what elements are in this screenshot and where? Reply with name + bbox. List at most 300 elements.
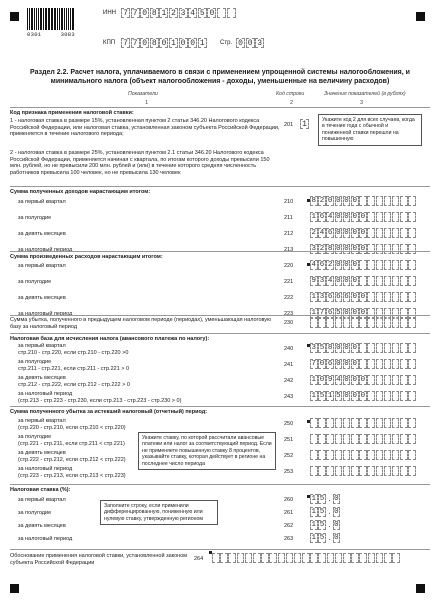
digit-cell (376, 466, 384, 476)
digit-cell (392, 418, 400, 428)
digit-cell (343, 434, 351, 444)
digit-cell (400, 359, 408, 369)
column-number-2: 2 (290, 100, 294, 106)
marker-dot (307, 495, 310, 498)
row-label: за первый квартал стр.210 - стр.220, если стр.210 - стр.220 >0 (18, 343, 129, 356)
rate-field-260[interactable] (310, 494, 341, 504)
digit-cell: 5 (319, 344, 325, 352)
page-number-field[interactable] (236, 38, 265, 48)
digit-cell (408, 343, 416, 353)
expenses-heading: Сумма произведенных расходов нарастающим итогом: (10, 254, 163, 260)
barcode-bar (51, 8, 52, 30)
digit-cell (327, 553, 335, 563)
corner-marker-top-right (416, 12, 425, 21)
line-code: 252 (284, 453, 294, 459)
digit-cell: 0 (352, 344, 357, 352)
digit-cell (408, 276, 416, 286)
losses-heading: Сумма полученного убытка за истекший налоговый (отчетный) период: (10, 409, 208, 415)
header-divider (10, 107, 430, 108)
line-code-201: 201 (284, 122, 294, 128)
digit-cell (392, 292, 400, 302)
digit-cell (367, 228, 375, 238)
digit-cell (384, 450, 392, 460)
digit-cell (227, 8, 236, 18)
corner-marker-top-left (10, 12, 19, 21)
digit-cell (400, 391, 408, 401)
digit-cell: 6 (327, 293, 333, 301)
digit-cell: 0 (336, 245, 341, 253)
digit-cell (408, 228, 416, 238)
divider-justification (10, 549, 430, 550)
digit-cell (384, 418, 392, 428)
marker-dot (307, 199, 310, 202)
digit-cell: 0 (344, 197, 349, 205)
digit-cell (302, 553, 310, 563)
digit-cell (343, 318, 351, 328)
digit-cell: 1 (327, 392, 333, 400)
digit-cell (376, 553, 384, 563)
digit-cell (310, 553, 318, 563)
barcode (27, 8, 75, 30)
justification-field[interactable] (212, 553, 400, 563)
digit-cell (326, 418, 334, 428)
digit-cell (392, 244, 400, 254)
value-field-212[interactable] (310, 228, 416, 238)
digit-cell: 0 (327, 197, 333, 205)
page-label: Стр. (220, 40, 233, 46)
marker-dot (307, 344, 310, 347)
digit-cell (400, 318, 408, 328)
barcode-bar (29, 8, 30, 30)
digit-cell (400, 244, 408, 254)
digit-cell (343, 418, 351, 428)
rate-field-263[interactable] (310, 533, 341, 543)
barcode-bar (55, 8, 56, 30)
digit-cell (392, 450, 400, 460)
digit-cell (310, 318, 318, 328)
digit-cell: 6 (327, 309, 333, 317)
divider-prev-losses (10, 315, 430, 316)
digit-cell (392, 308, 400, 318)
digit-cell (367, 212, 375, 222)
digit-cell: 0 (352, 261, 357, 269)
column-header-indicators: Показатели (128, 91, 158, 97)
digit-cell: 6 (344, 293, 349, 301)
line-code-264: 264 (194, 556, 204, 562)
digit-cell: 0 (344, 360, 349, 368)
barcode-bar (59, 8, 60, 30)
prev-losses-label: Сумма убытка, полученного в предыдущем налоговом периоде (периодах), уменьшающая налоговую базу за налоговый период (10, 317, 272, 330)
digit-cell (335, 418, 343, 428)
line-code: 262 (284, 523, 294, 529)
digit-cell: 0 (179, 38, 188, 48)
value-field-222[interactable] (310, 292, 416, 302)
digit-cell: 0 (360, 293, 366, 301)
value-field-210[interactable] (310, 196, 416, 206)
digit-cell: 4 (319, 229, 325, 237)
digit-cell (392, 359, 400, 369)
digit-cell (269, 553, 277, 563)
digit-cell: 0 (336, 360, 341, 368)
digit-cell (318, 418, 326, 428)
digit-cell: 1 (311, 376, 317, 384)
inn-label: ИНН (103, 10, 116, 16)
digit-cell (310, 418, 318, 428)
digit-cell (392, 260, 400, 270)
digit-cell (384, 260, 392, 270)
digit-cell (376, 308, 384, 318)
digit-cell: 2 (319, 197, 325, 205)
row-label: за полугодие (18, 279, 52, 285)
digit-cell (384, 276, 392, 286)
rate-field-262[interactable] (310, 520, 341, 530)
digit-cell (278, 553, 286, 563)
digit-cell (384, 466, 392, 476)
digit-cell: 3 (255, 38, 264, 48)
value-field-240[interactable] (310, 343, 416, 353)
digit-cell: 9 (311, 277, 317, 285)
rates-heading: Налоговая ставка (%): (10, 487, 71, 493)
digit-cell: 8 (327, 344, 333, 352)
digit-cell (318, 434, 326, 444)
barcode-bar (36, 8, 38, 30)
barcode-bar (45, 8, 46, 30)
digit-cell (392, 434, 400, 444)
digit-cell (326, 450, 334, 460)
digit-cell: 0 (336, 229, 341, 237)
digit-cell: 7 (131, 38, 140, 48)
row-label: за полугодие (18, 215, 52, 221)
digit-cell: 5 (319, 495, 325, 503)
digit-cell (359, 260, 367, 270)
digit-cell (408, 450, 416, 460)
digit-cell (400, 375, 408, 385)
digit-cell: 0 (334, 495, 339, 503)
line-code: 241 (284, 362, 294, 368)
line-code: 221 (284, 279, 294, 285)
digit-cell (392, 391, 400, 401)
digit-cell (376, 343, 384, 353)
note-rate-code: Укажите код 2 для всех случаев, когда в течение года с обычной и пониженной ставки перешли на повышенную (318, 114, 422, 146)
barcode-bar (72, 8, 73, 30)
digit-cell (408, 292, 416, 302)
digit-cell (351, 418, 359, 428)
digit-cell: 6 (327, 229, 333, 237)
digit-cell: 2 (169, 8, 178, 18)
digit-cell (392, 466, 400, 476)
digit-cell: 3 (311, 344, 317, 352)
barcode-bar (70, 8, 71, 30)
digit-cell (376, 276, 384, 286)
digit-cell (367, 244, 375, 254)
inn-field[interactable] (121, 8, 236, 18)
digit-cell (359, 466, 367, 476)
digit-cell (376, 228, 384, 238)
digit-cell (335, 553, 343, 563)
digit-cell: 1 (311, 534, 317, 542)
prev-losses-field[interactable] (310, 318, 416, 328)
digit-cell (384, 359, 392, 369)
divider-income (10, 186, 430, 187)
digit-cell: 3 (179, 8, 188, 18)
line-code: 243 (284, 394, 294, 400)
digit-cell (351, 450, 359, 460)
value-field-213[interactable] (310, 244, 416, 254)
digit-cell: 7 (319, 309, 325, 317)
row-formula: (стр.213 - стр.223 - стр.230, если стр.213 - стр.223 - стр.230 > 0) (18, 397, 182, 404)
digit-cell (367, 196, 375, 206)
digit-cell: 4 (327, 213, 333, 221)
income-heading: Сумма полученных доходов нарастающим итогом: (10, 189, 151, 195)
digit-cell (392, 276, 400, 286)
digit-cell (376, 212, 384, 222)
line-code: 211 (284, 215, 293, 221)
line-code: 260 (284, 497, 294, 503)
digit-cell (376, 434, 384, 444)
digit-cell: 0 (344, 277, 349, 285)
digit-cell (376, 196, 384, 206)
digit-cell: 0 (140, 8, 149, 18)
digit-cell: 2 (327, 261, 333, 269)
digit-cell: 1 (311, 495, 317, 503)
digit-cell (359, 196, 367, 206)
digit-cell (400, 466, 408, 476)
row-label: за полугодие (стр.221 - стр.211, если стр.211 < стр.221) (18, 434, 125, 447)
row-label: за девять месяцев (18, 523, 66, 529)
corner-marker-bottom-right (416, 584, 425, 593)
digit-cell: 5 (319, 521, 325, 529)
digit-cell (392, 318, 400, 328)
digit-cell (351, 318, 359, 328)
line-code: 223 (284, 311, 294, 317)
digit-cell (408, 418, 416, 428)
digit-cell (384, 228, 392, 238)
digit-cell: 7 (121, 38, 130, 48)
digit-cell (408, 359, 416, 369)
digit-cell: 6 (336, 293, 341, 301)
digit-cell (310, 466, 318, 476)
line-code: 251 (284, 437, 294, 443)
row-formula: стр.211 - стр.221, если стр.211 - стр.221 > 0 (18, 365, 130, 372)
digit-cell (400, 212, 408, 222)
digit-cell: 0 (352, 229, 357, 237)
digit-cell (384, 212, 392, 222)
digit-cell (367, 260, 375, 270)
row-label: за налоговый период (18, 247, 73, 253)
value-field-243[interactable] (310, 391, 416, 401)
digit-cell: 0 (336, 197, 341, 205)
digit-cell: 5 (198, 8, 207, 18)
digit-cell (400, 292, 408, 302)
row-label: за первый квартал (стр.220 - стр.210, если стр.210 < стр.220) (18, 418, 126, 431)
digit-cell: 8 (150, 38, 159, 48)
barcode-bar (32, 8, 33, 30)
decimal-point: . (328, 520, 331, 529)
digit-cell: 0 (360, 392, 366, 400)
value-field-221[interactable] (310, 276, 416, 286)
digit-cell (384, 553, 392, 563)
digit-cell: 0 (334, 521, 339, 529)
marker-dot (307, 263, 310, 266)
digit-cell (326, 434, 334, 444)
value-field-220[interactable] (310, 260, 416, 270)
digit-cell (392, 228, 400, 238)
digit-cell (294, 553, 302, 563)
digit-cell (318, 553, 326, 563)
value-field-242[interactable] (310, 375, 416, 385)
line-code: 210 (284, 199, 294, 205)
digit-cell (376, 260, 384, 270)
digit-cell: 3 (311, 245, 317, 253)
digit-cell (237, 553, 245, 563)
row-label: за полугодие (18, 510, 52, 516)
barcode-bar (27, 8, 28, 30)
digit-cell: 1 (311, 521, 317, 529)
digit-cell (343, 450, 351, 460)
digit-cell (392, 375, 400, 385)
divider-tax-base (10, 333, 430, 334)
rate-code-option-1: 1 - налоговая ставка в размере 15%, установленная пунктом 2 статьи 346.20 Налогового кодекса Российской Федерации, или налоговая ставка, установленная законом субъекта Российской Федерации, применяется в течение налогового периода; (10, 118, 280, 138)
digit-cell (326, 466, 334, 476)
line-code: 253 (284, 469, 294, 475)
row-label: за первый квартал (18, 263, 66, 269)
digit-cell: 0 (352, 392, 357, 400)
digit-cell: 4 (336, 376, 341, 384)
digit-cell (400, 308, 408, 318)
value-field-250[interactable] (310, 418, 416, 428)
barcode-bar (64, 8, 66, 30)
digit-cell (220, 553, 228, 563)
digit-cell (408, 212, 416, 222)
digit-cell (384, 292, 392, 302)
row-formula: (стр.223 - стр.213, если стр.213 < стр.223) (18, 472, 126, 479)
digit-cell (310, 434, 318, 444)
digit-cell: 0 (334, 534, 339, 542)
digit-cell (318, 450, 326, 460)
digit-cell: 5 (319, 392, 325, 400)
digit-cell (253, 553, 261, 563)
digit-cell (384, 375, 392, 385)
digit-cell (400, 343, 408, 353)
digit-cell (359, 276, 367, 286)
digit-cell (384, 318, 392, 328)
digit-cell: 0 (352, 376, 357, 384)
digit-cell: 0 (140, 38, 149, 48)
digit-cell (318, 466, 326, 476)
digit-cell: 4 (327, 277, 333, 285)
digit-cell: 0 (207, 8, 216, 18)
digit-cell: 1 (311, 293, 317, 301)
digit-cell (367, 466, 375, 476)
decimal-point: . (328, 533, 331, 542)
kpp-label: КПП (103, 40, 116, 46)
digit-cell (212, 553, 220, 563)
digit-cell (376, 318, 384, 328)
digit-cell (286, 553, 294, 563)
value-field-241[interactable] (310, 359, 416, 369)
digit-cell: 4 (188, 8, 197, 18)
row-label: за налоговый период (18, 536, 73, 542)
digit-cell (392, 343, 400, 353)
digit-cell: 0 (352, 309, 357, 317)
digit-cell (318, 318, 326, 328)
digit-cell: 0 (352, 360, 357, 368)
digit-cell (376, 244, 384, 254)
digit-cell (376, 359, 384, 369)
row-label: за девять месяцев (стр.222 - стр.212, если стр.212 < стр.222) (18, 450, 126, 463)
line-code: 213 (284, 247, 294, 253)
value-field-211[interactable] (310, 212, 416, 222)
value-field-252[interactable] (310, 450, 416, 460)
digit-cell: 1 (198, 38, 207, 48)
digit-cell (359, 418, 367, 428)
digit-cell (408, 434, 416, 444)
row-formula: (стр.221 - стр.211, если стр.211 < стр.221) (18, 440, 125, 447)
digit-cell (228, 553, 236, 563)
kpp-field[interactable] (121, 38, 207, 48)
row-formula: стр.210 - стр.220, если стр.210 - стр.220 >0 (18, 349, 129, 356)
digit-cell (400, 450, 408, 460)
digit-cell: 6 (319, 213, 325, 221)
digit-cell (343, 553, 351, 563)
barcode-bar (34, 8, 35, 30)
digit-cell: 0 (360, 213, 366, 221)
digit-cell: 0 (344, 309, 349, 317)
digit-cell (408, 375, 416, 385)
row-formula: стр.212 - стр.222, если стр.212 - стр.222 > 0 (18, 381, 130, 388)
digit-cell (326, 318, 334, 328)
column-header-code: Код строки (276, 91, 305, 97)
row-label: за девять месяцев (18, 231, 66, 237)
digit-cell (310, 450, 318, 460)
decimal-point: . (328, 507, 331, 516)
divider-expenses (10, 251, 430, 252)
digit-cell (400, 196, 408, 206)
digit-cell: 0 (352, 197, 357, 205)
digit-cell: 1 (311, 392, 317, 400)
row-label: за налоговый период (стр.213 - стр.223 - стр.230, если стр.213 - стр.223 - стр.230 > 0) (18, 391, 182, 404)
value-field-251[interactable] (310, 434, 416, 444)
digit-cell: 8 (311, 197, 317, 205)
barcode-bar (54, 8, 55, 30)
digit-cell (408, 196, 416, 206)
rate-field-261[interactable] (310, 507, 341, 517)
digit-cell (384, 391, 392, 401)
digit-cell: 1 (169, 38, 178, 48)
digit-cell (359, 359, 367, 369)
value-field-253[interactable] (310, 466, 416, 476)
digit-cell (351, 466, 359, 476)
digit-cell (376, 418, 384, 428)
digit-cell (400, 434, 408, 444)
line-code: 242 (284, 378, 294, 384)
row-label: за налоговый период (стр.223 - стр.213, если стр.213 < стр.223) (18, 466, 126, 479)
digit-cell (367, 292, 375, 302)
line-code: 220 (284, 263, 294, 269)
digit-cell: 5 (336, 309, 341, 317)
digit-cell (335, 318, 343, 328)
divider-rates (10, 484, 430, 485)
digit-cell (408, 318, 416, 328)
digit-cell: 6 (319, 261, 325, 269)
tax-base-heading: Налоговая база для исчисления налога (авансового платежа по налогу): (10, 336, 210, 342)
digit-cell (359, 318, 367, 328)
digit-cell: 3 (319, 277, 325, 285)
digit-cell (408, 466, 416, 476)
value-field-223[interactable] (310, 308, 416, 318)
digit-cell: 6 (327, 360, 333, 368)
rate-code-field[interactable] (300, 119, 310, 129)
